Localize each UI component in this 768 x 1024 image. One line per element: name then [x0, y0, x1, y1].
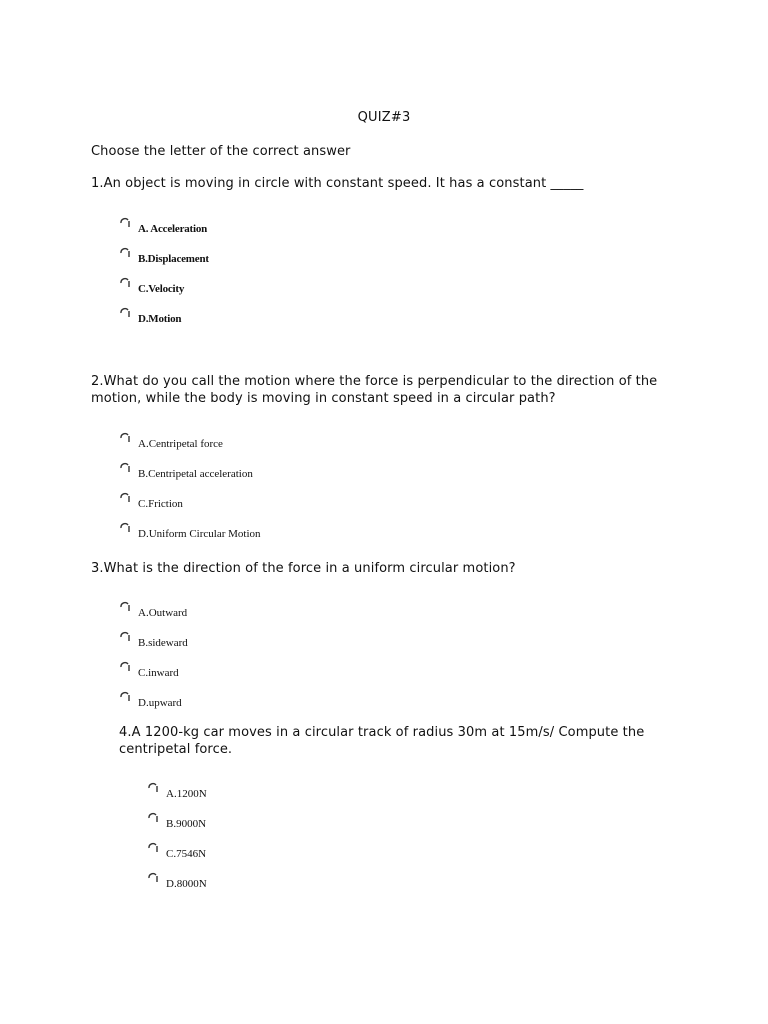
option-label: A. Acceleration — [138, 223, 208, 235]
option-label: C.7546N — [166, 848, 207, 860]
radio-button-icon[interactable] — [119, 277, 131, 289]
radio-button-icon[interactable] — [119, 432, 131, 444]
option-label: A.Centripetal force — [138, 438, 223, 450]
radio-button-icon[interactable] — [147, 812, 159, 824]
option-q3-a[interactable] — [119, 599, 188, 629]
option-q1-d[interactable] — [119, 305, 209, 335]
option-label: D.8000N — [166, 878, 207, 890]
option-q4-d[interactable] — [147, 870, 207, 900]
option-label: C.Velocity — [138, 283, 185, 295]
question-4-text: 4.A 1200-kg car moves in a circular track of radius 30m at 15m/s/ Compute the centripetal force. — [119, 725, 645, 757]
radio-button-icon[interactable] — [119, 631, 131, 643]
option-label: D.upward — [138, 697, 182, 709]
radio-button-icon[interactable] — [147, 872, 159, 884]
radio-button-icon[interactable] — [119, 307, 131, 319]
option-label: C.Friction — [138, 498, 183, 510]
option-q3-d[interactable] — [119, 689, 188, 719]
option-label: C.inward — [138, 667, 179, 679]
question-4-options — [147, 780, 207, 900]
option-label: D.Motion — [138, 313, 182, 325]
option-q3-c[interactable] — [119, 659, 188, 689]
option-q4-a[interactable] — [147, 780, 207, 810]
option-q2-a[interactable] — [119, 430, 261, 460]
option-q4-c[interactable] — [147, 840, 207, 870]
radio-button-icon[interactable] — [119, 462, 131, 474]
instructions: Choose the letter of the correct answer — [91, 144, 351, 159]
option-q1-a[interactable] — [119, 215, 209, 245]
radio-button-icon[interactable] — [119, 601, 131, 613]
question-2-options — [119, 430, 261, 550]
option-q1-c[interactable] — [119, 275, 209, 305]
option-label: B.Centripetal acceleration — [138, 468, 253, 480]
quiz-title: QUIZ#3 — [357, 110, 411, 125]
option-q2-d[interactable] — [119, 520, 261, 550]
question-1-options — [119, 215, 209, 335]
radio-button-icon[interactable] — [119, 217, 131, 229]
option-label: B.Displacement — [138, 253, 209, 265]
question-3-options — [119, 599, 188, 719]
option-label: A.Outward — [138, 607, 188, 619]
radio-button-icon[interactable] — [119, 661, 131, 673]
radio-button-icon[interactable] — [147, 782, 159, 794]
option-label: D.Uniform Circular Motion — [138, 528, 261, 540]
option-label: B.9000N — [166, 818, 207, 830]
radio-button-icon[interactable] — [119, 691, 131, 703]
option-label: A.1200N — [166, 788, 207, 800]
option-q4-b[interactable] — [147, 810, 207, 840]
option-q3-b[interactable] — [119, 629, 188, 659]
radio-button-icon[interactable] — [147, 842, 159, 854]
radio-button-icon[interactable] — [119, 492, 131, 504]
radio-button-icon[interactable] — [119, 522, 131, 534]
question-2-text: 2.What do you call the motion where the force is perpendicular to the direction of the motion, while the body is moving in constant speed in a circular path? — [91, 374, 658, 406]
option-label: B.sideward — [138, 637, 188, 649]
question-3-text: 3.What is the direction of the force in a uniform circular motion? — [91, 561, 516, 576]
option-q1-b[interactable] — [119, 245, 209, 275]
radio-button-icon[interactable] — [119, 247, 131, 259]
option-q2-b[interactable] — [119, 460, 261, 490]
option-q2-c[interactable] — [119, 490, 261, 520]
question-1-text: 1.An object is moving in circle with constant speed. It has a constant _____ — [91, 176, 584, 191]
